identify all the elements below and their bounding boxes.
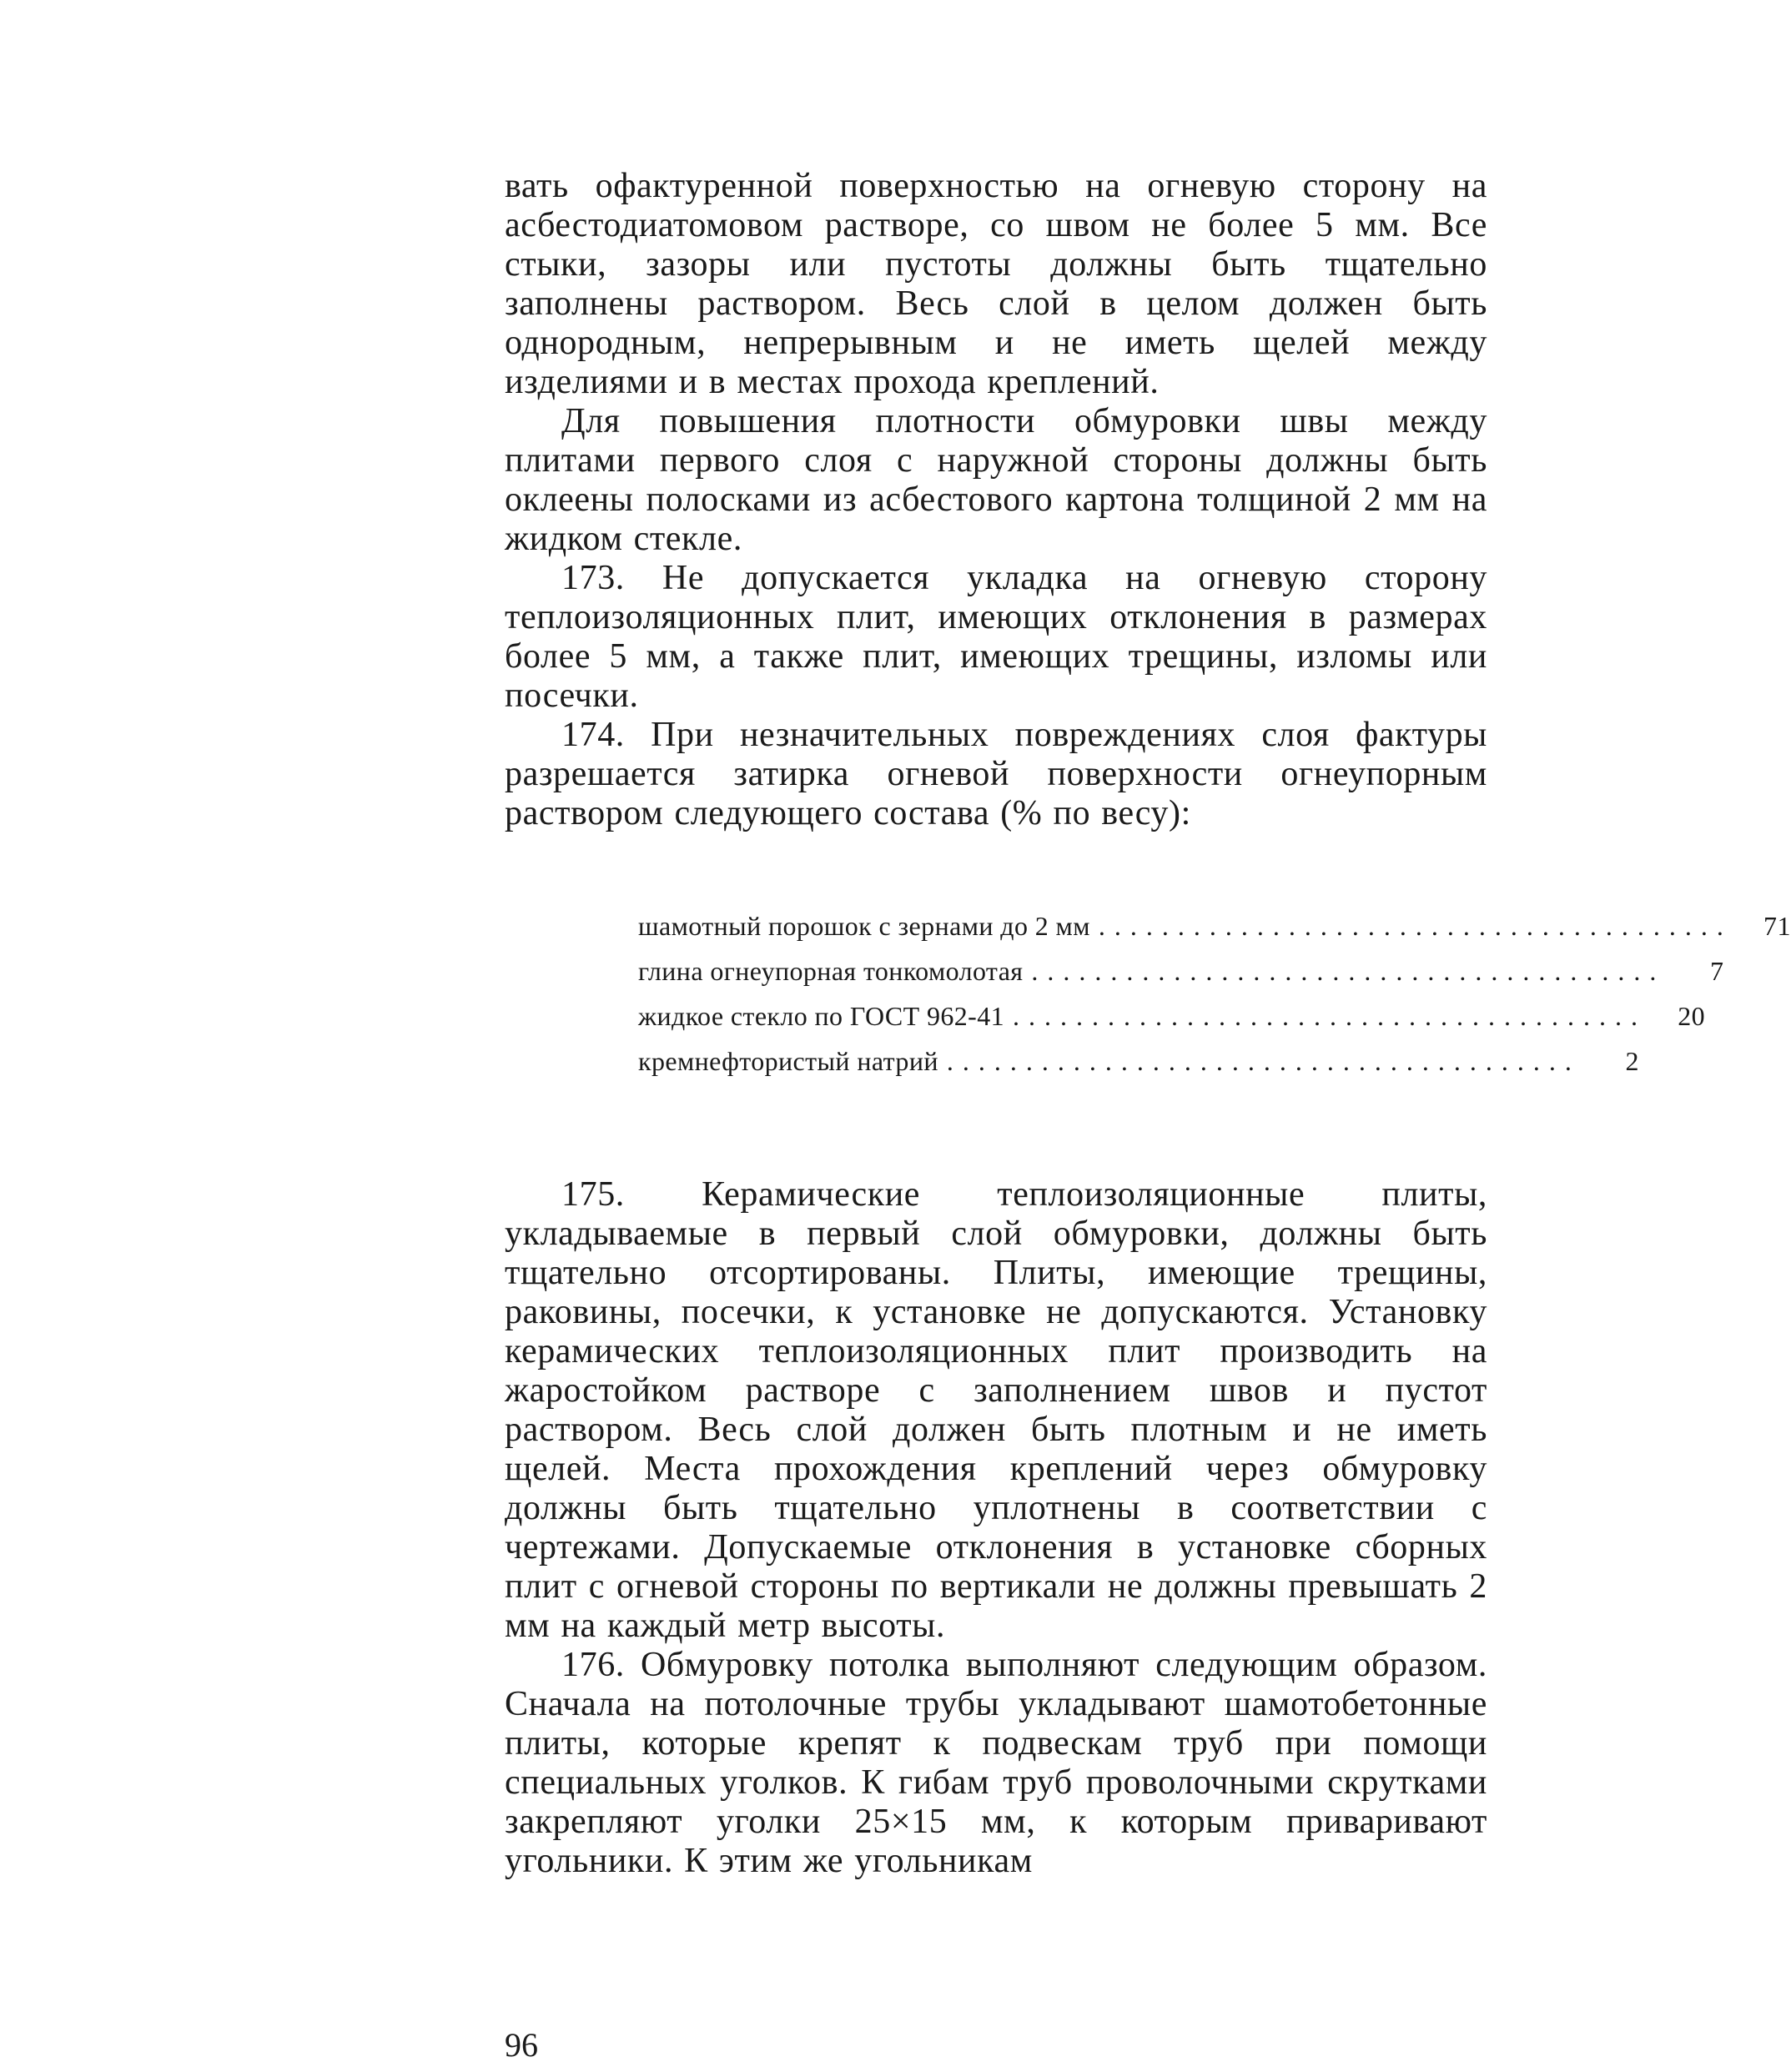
paragraph-continuation: вать офактуренной поверхностью на огневую сторону на асбестодиатомовом растворе, со швом не более 5 мм. Все стыки, зазоры или пустоты должны быть тщательно заполнены раствором. Весь слой в целом должен быть однородным, непрерывным и не иметь щелей между изделиями и в местах прохода креплений. [505,167,1487,401]
page-content [505,167,1791,1881]
paragraph-176: 176. Обмуровку потолка выполняют следующим образом. Сначала на потолочные трубы укладывают шамотобетонные плиты, которые крепят к подвескам труб при помощи специальных уголков. К гибам труб проволочными скрутками закрепляют уголки 25×15 мм, к которым приваривают угольники. К этим же угольникам [505,1646,1487,1880]
paragraph-sealing: Для повышения плотности обмуровки швы между плитами первого слоя с наружной стороны должны быть оклеены полосками из асбестового картона толщиной 2 мм на жидком стекле. [505,402,1487,558]
leader-dots: ........................................ [1031,956,1666,986]
page-number: 96 [505,2026,538,2064]
leader-dots: ........................................ [1013,1001,1648,1031]
composition-value: 7 [1710,956,1724,986]
composition-value: 71 [1763,911,1791,941]
leader-dots: ........................................ [946,1046,1581,1076]
paragraph-175: 175. Керамические теплоизоляционные плиты, укладываемые в первый слой обмуровки, должны быть тщательно отсортированы. Плиты, имеющие трещины, раковины, посечки, к установке не допускаются. Установку керамических теплоизоляционных плит производить на жаростойком растворе с заполнением швов и пустот раствором. Весь слой должен быть плотным и не иметь щелей. Места прохождения креплений через обмуровку должны быть тщательно уплотнены в соответствии с чертежами. Допускаемые отклонения в установке сборных плит с огневой стороны по вертикали не должны превышать 2 мм на каждый метр высоты. [505,1175,1487,1645]
composition-value: 2 [1625,1046,1639,1076]
composition-name: глина огнеупорная тонкомолотая [638,956,1024,986]
composition-row [638,948,1724,993]
composition-name: шамотный порошок с зернами до 2 мм [638,911,1090,941]
composition-table [638,903,1791,1084]
paragraph-173: 173. Не допускается укладка на огневую сторону теплоизоляционных плит, имеющих отклонения в размерах более 5 мм, а также плит, имеющих трещины, изломы или посечки. [505,559,1487,715]
composition-row [638,993,1706,1039]
composition-value: 20 [1678,1001,1706,1031]
composition-row [638,1039,1639,1084]
composition-name: жидкое стекло по ГОСТ 962-41 [638,1001,1005,1031]
leader-dots: ........................................ [1098,911,1733,941]
paragraph-174: 174. При незначительных повреждениях слоя фактуры разрешается затирка огневой поверхности огнеупорным раствором следующего состава (% по весу): [505,716,1487,832]
composition-row [638,903,1791,948]
composition-name: кремнефтористый натрий [638,1046,938,1076]
